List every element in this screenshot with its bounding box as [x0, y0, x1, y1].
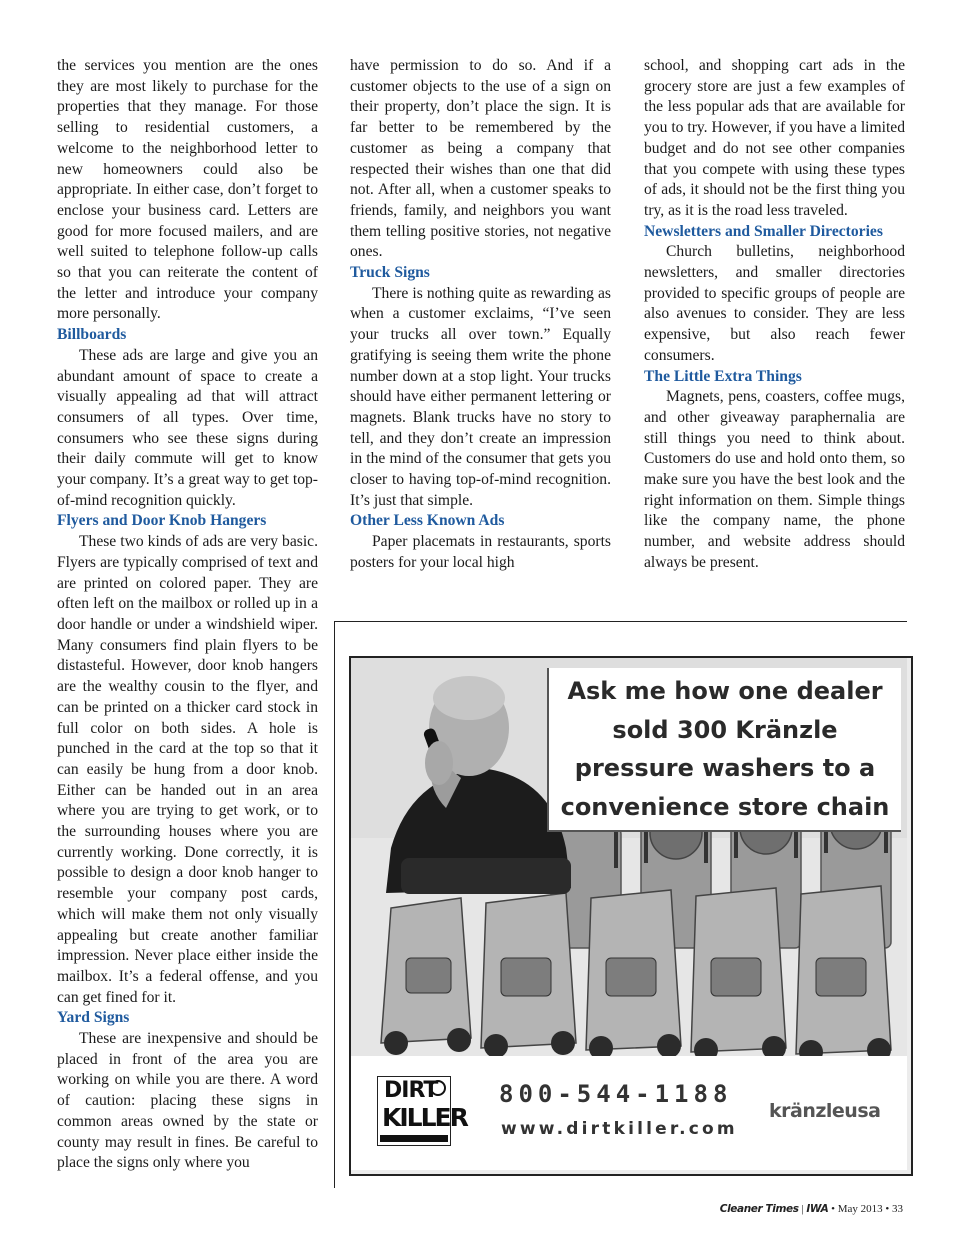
section-heading-little-things: The Little Extra Things	[644, 367, 802, 385]
kranzle-logo: kränzleusa	[769, 1100, 881, 1122]
article-column-1	[57, 56, 318, 1174]
headline-box	[547, 668, 901, 832]
headline-line: Ask me how one dealer	[567, 677, 883, 705]
article-column-3	[644, 56, 905, 574]
logo-bar	[380, 1135, 448, 1142]
paragraph: These are inexpensive and should be placed in front of the area you are working on while you are there. A word of caution: placing these signs in common areas owned by the state or county may result in fines. Be careful to place the signs only where you	[57, 1030, 318, 1172]
section-heading-flyers: Flyers and Door Knob Hangers	[57, 512, 267, 530]
ad-headline	[549, 672, 901, 826]
section-heading-other-ads: Other Less Known Ads	[350, 512, 505, 530]
paragraph: have permission to do so. And if a customer objects to the use of a sign on their property, don’t place the sign. It is far better to be remembered by the customer as being a company that respected their wishes than one that did not. After all, when a customer speaks to friends, family, and neighbors you want them telling positive stories, not negative ones.	[350, 57, 611, 261]
logo-ring-icon	[430, 1080, 446, 1096]
footer-issue: • May 2013 • 33	[828, 1203, 903, 1215]
headline-line: pressure washers to a	[574, 754, 876, 782]
section-heading-yard-signs: Yard Signs	[57, 1009, 130, 1027]
footer-brand: Cleaner Times	[719, 1203, 799, 1215]
paragraph: the services you mention are the ones they are most likely to purchase for the properties that they manage. For those selling to residential customers, a welcome to the neighborhood letter to new homeowners could also be appropriate. In either case, don’t forget to enclose your business card. Letters are good for more focused mailers, and are well suited to telephone follow-up calls so that you can reiterate the content of the letter and introduce your company more personally.	[57, 57, 318, 323]
page-footer	[720, 1203, 903, 1215]
section-heading-billboards: Billboards	[57, 326, 127, 344]
paragraph: There is nothing quite as rewarding as when a customer exclaims, “I’ve seen your trucks all over town.” Equally gratifying is seeing them write the phone number down at a stop light. Your trucks should have either permanent lettering or magnets. Blank trucks have no story to tell, and they don’t create an impression in the mind of the consumer that gets you closer to having top-of-mind recognition. It’s just that simple.	[350, 284, 611, 509]
paragraph: Paper placemats in restaurants, sports posters for your local high	[350, 533, 611, 571]
paragraph: Magnets, pens, coasters, coffee mugs, and other giveaway paraphernalia are still things you need to think about. Customers do use and hold onto them, so make sure you have the best look and the right information on them. Simple things like the company name, the phone number, and website address should always be present.	[644, 388, 905, 571]
headline-line: convenience store chain	[560, 792, 890, 821]
dirt-killer-logo	[377, 1076, 467, 1146]
paragraph: These two kinds of ads are very basic. Flyers are typically comprised of text and are printed on colored paper. They are often left on the mailbox or rolled up in a door handle or under a windshield wiper. Many consumers find plain flyers to be distasteful. However, door knob hangers are the wealthy cousin to the flyer, and can be printed on a thicker card stock in full color on both sides. A hole is punched in the card at the top so that it can easily be hung from a door knob. Either can be handed out in an area where you are trying to get work, or to the surrounding houses where you are currently working. Done correctly, it is possible to design a door knob hanger to resemble your company post cards, which will make them not only visually appealing but create another familiar impression. Never place either inside the mailbox. It’s a federal offense, and you can get fined for it.	[57, 533, 318, 1006]
paragraph: These ads are large and give you an abundant amount of space to create a visually appealing ad that will attract consumers of all types. Over time, consumers who see these signs during their daily commute will get to know your company. It’s a great way to get top-of-mind recognition quickly.	[57, 346, 318, 509]
logo-text: KILLER	[382, 1103, 467, 1132]
ad-contact-strip	[351, 1056, 907, 1170]
headline-line: sold 300 Kränzle	[612, 715, 838, 744]
section-heading-truck-signs: Truck Signs	[350, 264, 430, 282]
footer-separator: |	[798, 1203, 807, 1215]
article-column-2	[350, 56, 611, 574]
logo-text: DIRT	[384, 1078, 438, 1103]
footer-org: IWA	[806, 1203, 829, 1215]
paragraph: school, and shopping cart ads in the grocery store are just a few examples of the less popular ads that are available for you to try. However, if you have a limited budget and do not see other companies that you compete with using these types of ads, it should not be the first thing you try, as it is the road less traveled.	[644, 57, 905, 219]
ad-website: www.dirtkiller.com	[501, 1119, 738, 1139]
section-heading-newsletters: Newsletters and Smaller Directories	[644, 222, 883, 240]
ad-phone-number: 800-544-1188	[499, 1080, 733, 1108]
advertisement	[349, 656, 913, 1176]
paragraph: Church bulletins, neighborhood newsletters, and smaller directories provided to specific groups of people are also avenues to consider. They are less expensive, but also reach fewer consumers.	[644, 243, 905, 364]
